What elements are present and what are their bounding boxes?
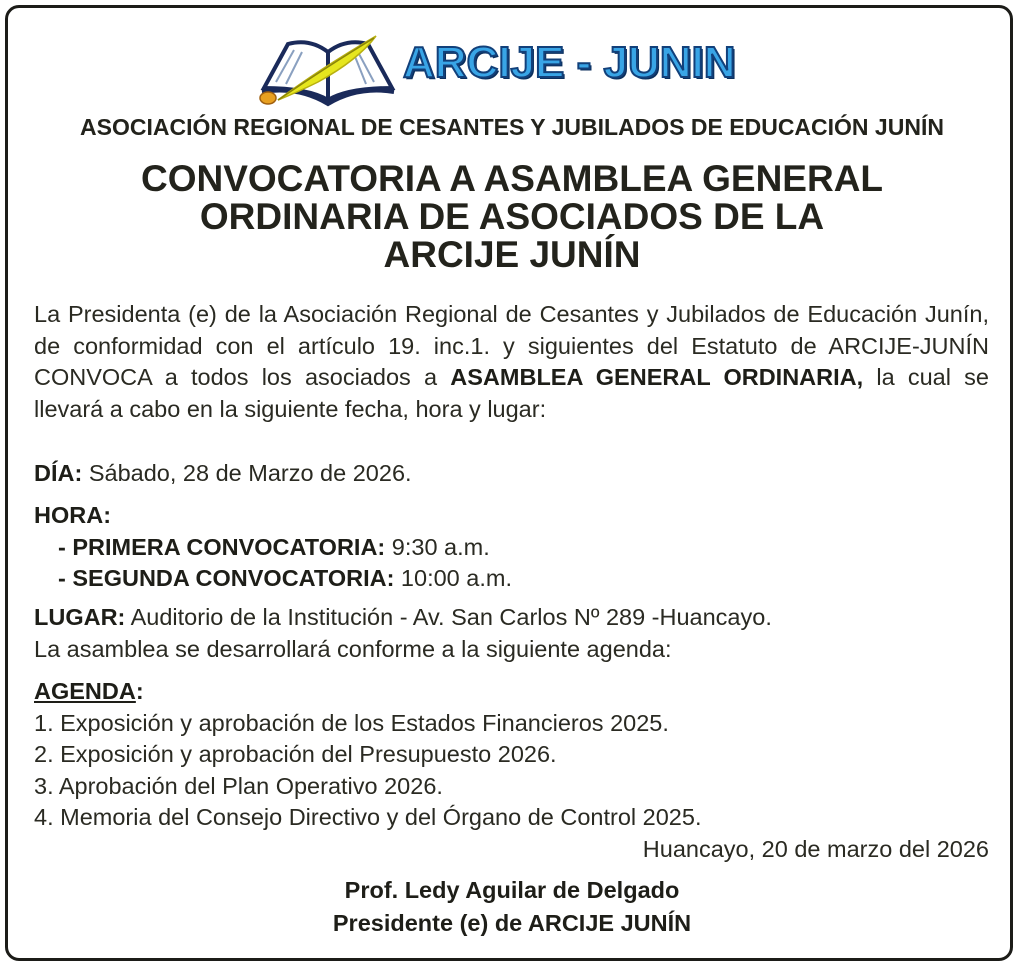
intro-paragraph [34,299,989,425]
hora-section [34,500,989,595]
agenda-item-3: 3. Aprobación del Plan Operativo 2026. [34,772,443,799]
lugar-section [34,602,989,665]
primera-value: 9:30 a.m. [385,533,490,560]
agenda-label: AGENDA [34,678,136,704]
logo-text: ARCIJE - JUNIN [403,38,736,87]
title-line-2: ORDINARIA DE ASOCIADOS DE LA [199,196,825,237]
lugar-value: Auditorio de la Institución - Av. San Carlos Nº 289 -Huancayo. [125,604,772,630]
agenda-colon: : [135,678,144,704]
place-date: Huancayo, 20 de marzo del 2026 [642,835,989,862]
dia-label: DÍA: [34,460,83,486]
intro-bold: ASAMBLEA GENERAL ORDINARIA, [450,364,864,390]
dia-line [34,458,989,490]
signature-block [0,874,1024,940]
organization-name: ASOCIACIÓN REGIONAL DE CESANTES Y JUBILADOS DE EDUCACIÓN JUNÍN [80,114,944,140]
agenda-intro: La asamblea se desarrollará conforme a la siguiente agenda: [34,635,672,662]
title-line-1: CONVOCATORIA A ASAMBLEA GENERAL [140,158,884,199]
agenda-item-2: 2. Exposición y aprobación del Presupuesto 2026. [34,741,557,767]
intro-text-before: La Presidenta (e) de la Asociación Regional de Cesantes y Jubilados de Educación Junín, de conformidad con el artículo 19. inc.1. y siguientes del Estatuto de ARCIJE-JUNÍN CONVOCA a todos los asociados a [34,301,989,390]
agenda-section [34,676,989,865]
book-feather-icon [258,30,398,108]
notice-title [0,160,1024,274]
title-line-3: ARCIJE JUNÍN [383,234,641,275]
signatory-role: Presidente (e) de ARCIJE JUNÍN [332,910,692,936]
lugar-label: LUGAR: [34,604,126,630]
segunda-value: 10:00 a.m. [394,565,512,591]
signatory-name: Prof. Ledy Aguilar de Delgado [344,877,680,903]
segunda-label: - SEGUNDA CONVOCATORIA: [58,565,395,591]
arcije-logo [258,30,778,108]
dia-value: Sábado, 28 de Marzo de 2026. [82,460,412,486]
hora-label: HORA: [34,502,112,528]
agenda-item-1: 1. Exposición y aprobación de los Estados Financieros 2025. [34,709,669,736]
primera-label: - PRIMERA CONVOCATORIA: [58,533,386,560]
agenda-item-4: 4. Memoria del Consejo Directivo y del Órgano de Control 2025. [34,804,702,830]
intro-text-after: la cual se llevará a cabo en la siguiente fecha, hora y lugar: [34,364,990,422]
